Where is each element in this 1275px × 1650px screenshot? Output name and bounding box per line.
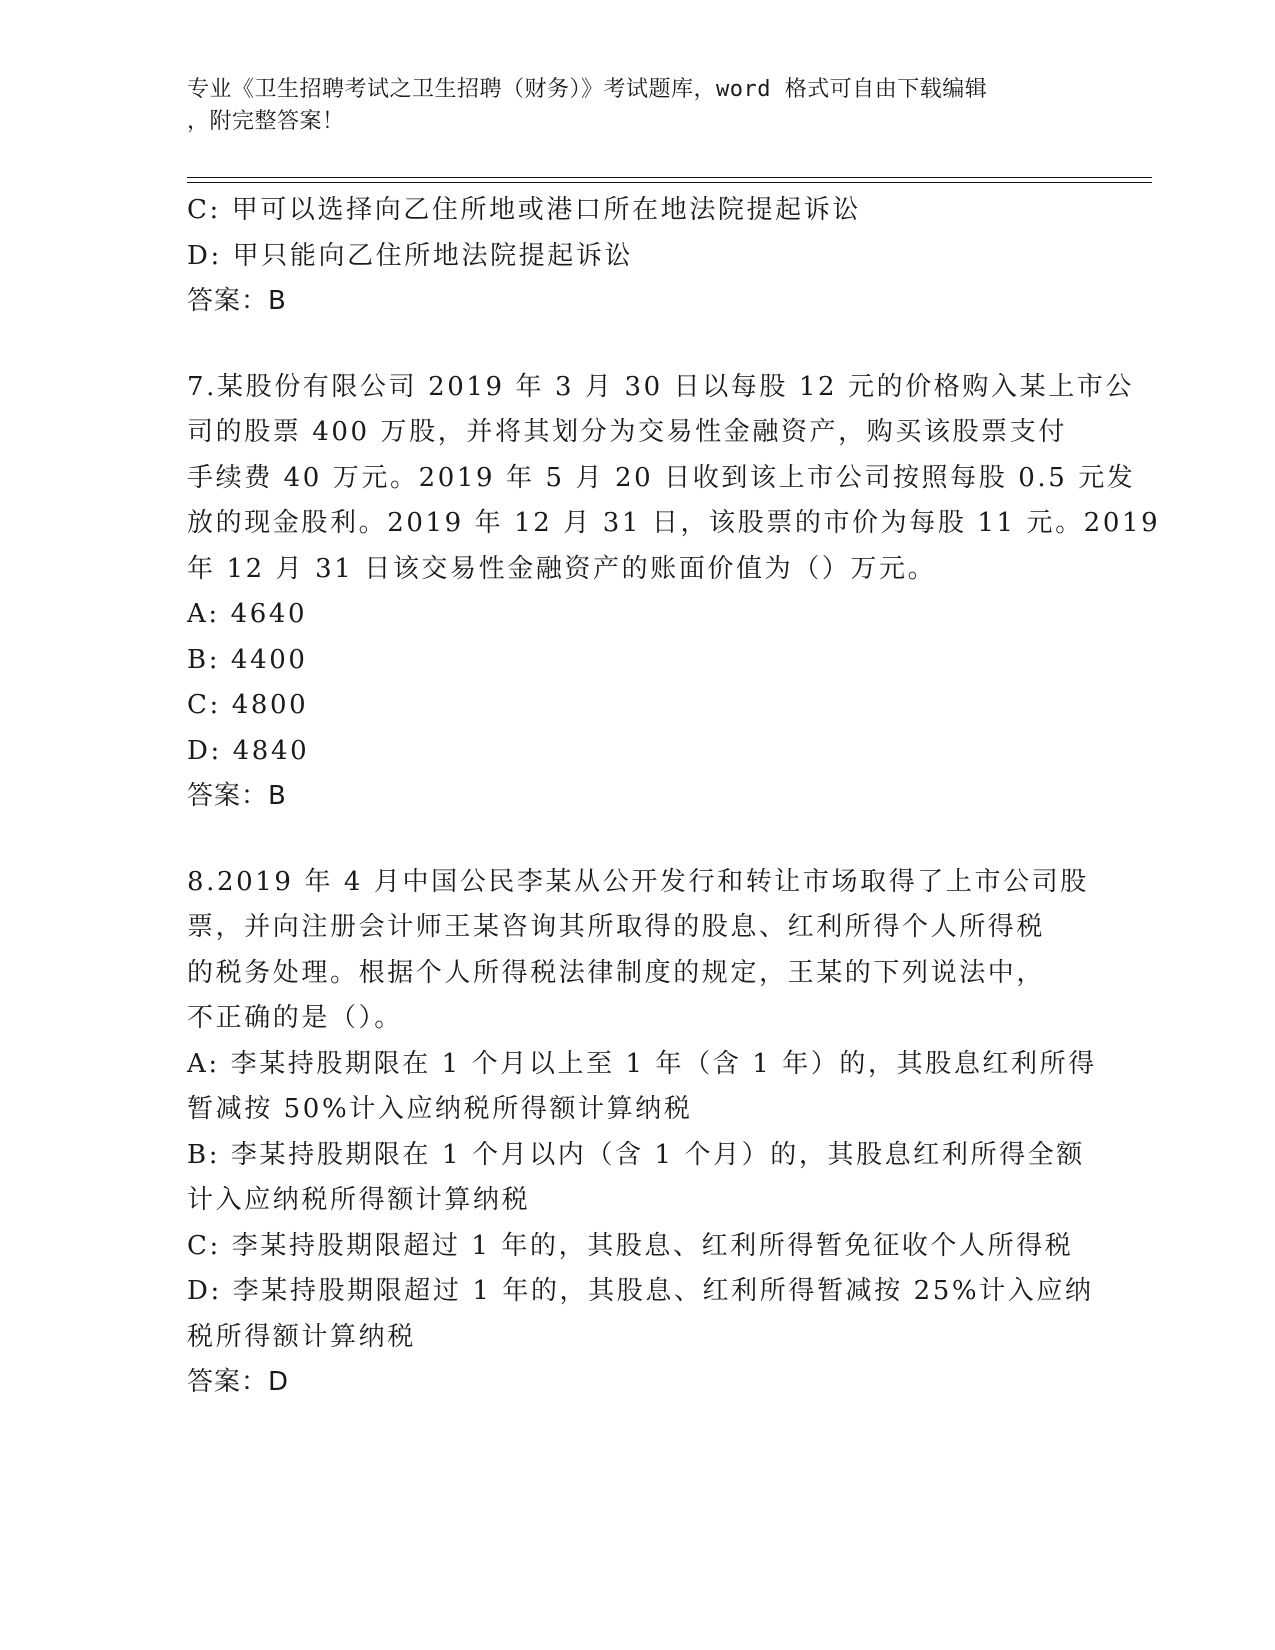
option-d: D: 4840 xyxy=(187,735,310,766)
question-7 xyxy=(187,365,1161,820)
prev-question-block xyxy=(187,188,1087,325)
question-text-line: 的税务处理。根据个人所得税法律制度的规定，王某的下列说法中， xyxy=(187,957,1046,988)
question-text-line: 7.某股份有限公司 2019 年 3 月 30 日以每股 12 元的价格购入某上市公 xyxy=(187,371,1135,402)
option-d: D: 甲只能向乙住所地法院提起诉讼 xyxy=(187,240,634,271)
page-header xyxy=(187,74,1087,138)
question-text-line: 司的股票 400 万股，并将其划分为交易性金融资产，购买该股票支付 xyxy=(187,417,1067,447)
question-gap xyxy=(187,820,1087,860)
header-line-2: ，附完整答案！ xyxy=(187,109,345,134)
question-gap xyxy=(187,325,1087,365)
answer-line: 答案：B xyxy=(187,286,287,316)
option-a: A: 李某持股期限在 1 个月以上至 1 年（含 1 年）的，其股息红利所得 xyxy=(187,1048,1097,1079)
option-c: C: 4800 xyxy=(187,690,309,720)
header-line-1: 专业《卫生招聘考试之卫生招聘（财务）》考试题库，word 格式可自由下载编辑 xyxy=(187,77,988,102)
header-rule-top xyxy=(187,177,1152,178)
header-rule-bottom xyxy=(187,182,1152,183)
question-text-line: 不正确的是（）。 xyxy=(187,1003,403,1033)
option-d-continued: 税所得额计算纳税 xyxy=(187,1321,416,1352)
option-d: D: 李某持股期限超过 1 年的，其股息、红利所得暂减按 25%计入应纳 xyxy=(187,1276,1094,1306)
option-b: B: 4400 xyxy=(187,644,308,675)
question-text-line: 年 12 月 31 日该交易性金融资产的账面价值为（）万元。 xyxy=(187,553,937,584)
option-c: C: 李某持股期限超过 1 年的，其股息、红利所得暂免征收个人所得税 xyxy=(187,1230,1074,1261)
option-a-continued: 暂减按 50%计入应纳税所得额计算纳税 xyxy=(187,1094,693,1124)
option-c: C: 甲可以选择向乙住所地或港口所在地法院提起诉讼 xyxy=(187,195,861,225)
option-b: B: 李某持股期限在 1 个月以内（含 1 个月）的，其股息红利所得全额 xyxy=(187,1139,1085,1170)
answer-line: 答案：B xyxy=(187,781,287,811)
question-text-line: 手续费 40 万元。2019 年 5 月 20 日收到该上市公司按照每股 0.5 元发 xyxy=(187,462,1136,493)
option-a: A: 4640 xyxy=(187,599,308,629)
answer-line: 答案：D xyxy=(187,1367,290,1397)
question-8 xyxy=(187,860,1097,1406)
question-text-line: 放的现金股利。2019 年 12 月 31 日，该股票的市价为每股 11 元。2019 xyxy=(187,508,1161,538)
question-text-line: 票，并向注册会计师王某咨询其所取得的股息、红利所得个人所得税 xyxy=(187,912,1046,942)
option-b-continued: 计入应纳税所得额计算纳税 xyxy=(187,1185,531,1215)
question-text-line: 8.2019 年 4 月中国公民李某从公开发行和转让市场取得了上市公司股 xyxy=(187,866,1089,897)
question-content xyxy=(187,188,1161,1406)
